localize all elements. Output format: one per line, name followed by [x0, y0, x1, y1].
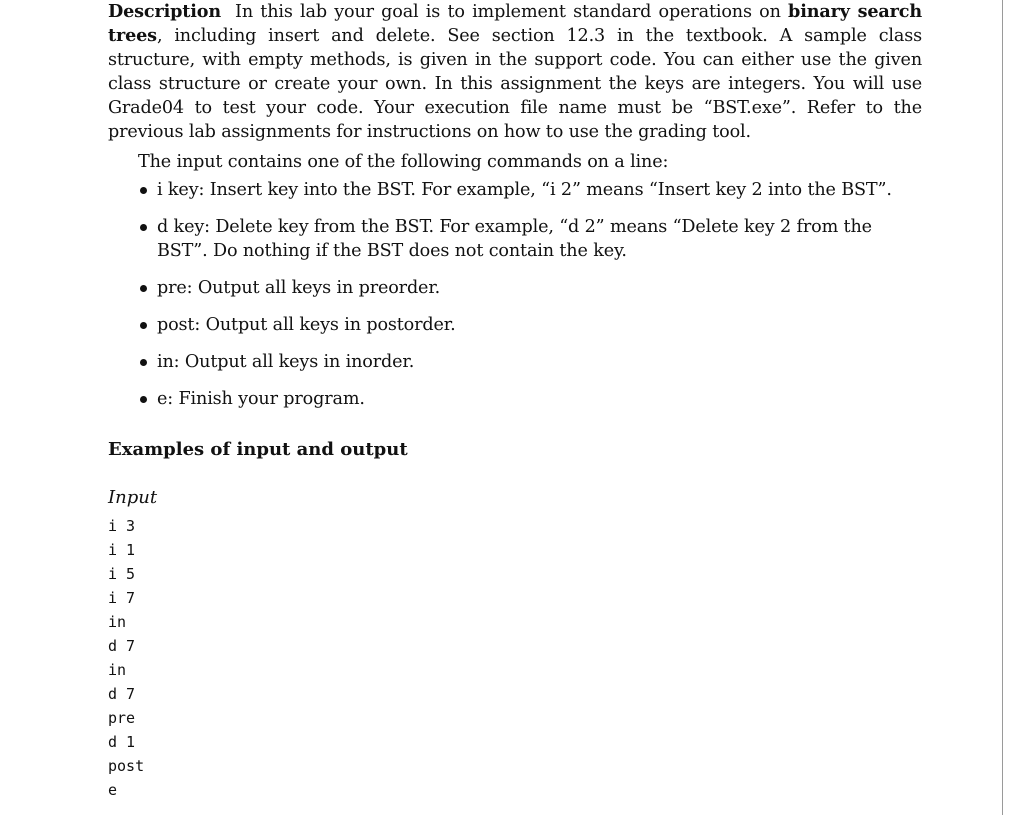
- command-text: in: Output all keys in inorder.: [157, 351, 415, 372]
- command-item-delete: [108, 215, 922, 263]
- input-line: d 7: [108, 636, 136, 655]
- page-edge: [1002, 0, 1024, 815]
- input-line: d 1: [108, 732, 136, 751]
- bullet-icon: [140, 396, 147, 403]
- input-line: in: [108, 660, 127, 679]
- command-item-preorder: [108, 276, 922, 300]
- bullet-icon: [140, 187, 147, 194]
- input-line: i 1: [108, 540, 136, 559]
- input-label: Input: [108, 486, 158, 508]
- input-line: i 7: [108, 588, 136, 607]
- command-text: post: Output all keys in postorder.: [157, 314, 456, 335]
- input-line: pre: [108, 708, 136, 727]
- input-line: d 7: [108, 684, 136, 703]
- command-item-insert: [108, 178, 922, 202]
- bullet-icon: [140, 322, 147, 329]
- document-body: [108, 0, 922, 802]
- input-line: post: [108, 756, 145, 775]
- bullet-icon: [140, 224, 147, 231]
- command-text: d key: Delete key from the BST. For example, “d 2” means “Delete key 2 from the BST”. Do nothing if the BST does not contain the key.: [157, 216, 872, 261]
- input-line: e: [108, 780, 118, 799]
- input-line: in: [108, 612, 127, 631]
- command-list: [108, 178, 922, 411]
- input-lines: [108, 514, 922, 802]
- command-item-exit: [108, 387, 922, 411]
- command-item-inorder: [108, 350, 922, 374]
- command-text: i key: Insert key into the BST. For example, “i 2” means “Insert key 2 into the BST”.: [157, 179, 892, 200]
- description-paragraph: [108, 0, 922, 145]
- description-bold-term: binary search trees: [108, 1, 922, 47]
- description-heading: Description: [108, 1, 222, 22]
- bullet-icon: [140, 359, 147, 366]
- command-item-postorder: [108, 313, 922, 337]
- description-text-2: , including insert and delete. See section 12.3 in the textbook. A sample class structure, with empty methods, is given in the support code. You can either use the given class structure or create your own. In this assignment the keys are integers. You will use Grade04 to test your code. Your execution file name must be “BST.exe”. Refer to the previous lab assignments for instructions on how to use the grading tool.: [108, 26, 922, 143]
- bullet-icon: [140, 285, 147, 292]
- command-text: e: Finish your program.: [157, 388, 365, 409]
- input-line: i 3: [108, 516, 136, 535]
- input-line: i 5: [108, 564, 136, 583]
- commands-intro: The input contains one of the following commands on a line:: [138, 151, 669, 172]
- description-text-1: In this lab your goal is to implement standard operations on: [235, 2, 789, 22]
- command-text: pre: Output all keys in preorder.: [157, 277, 441, 298]
- examples-heading: Examples of input and output: [108, 438, 408, 460]
